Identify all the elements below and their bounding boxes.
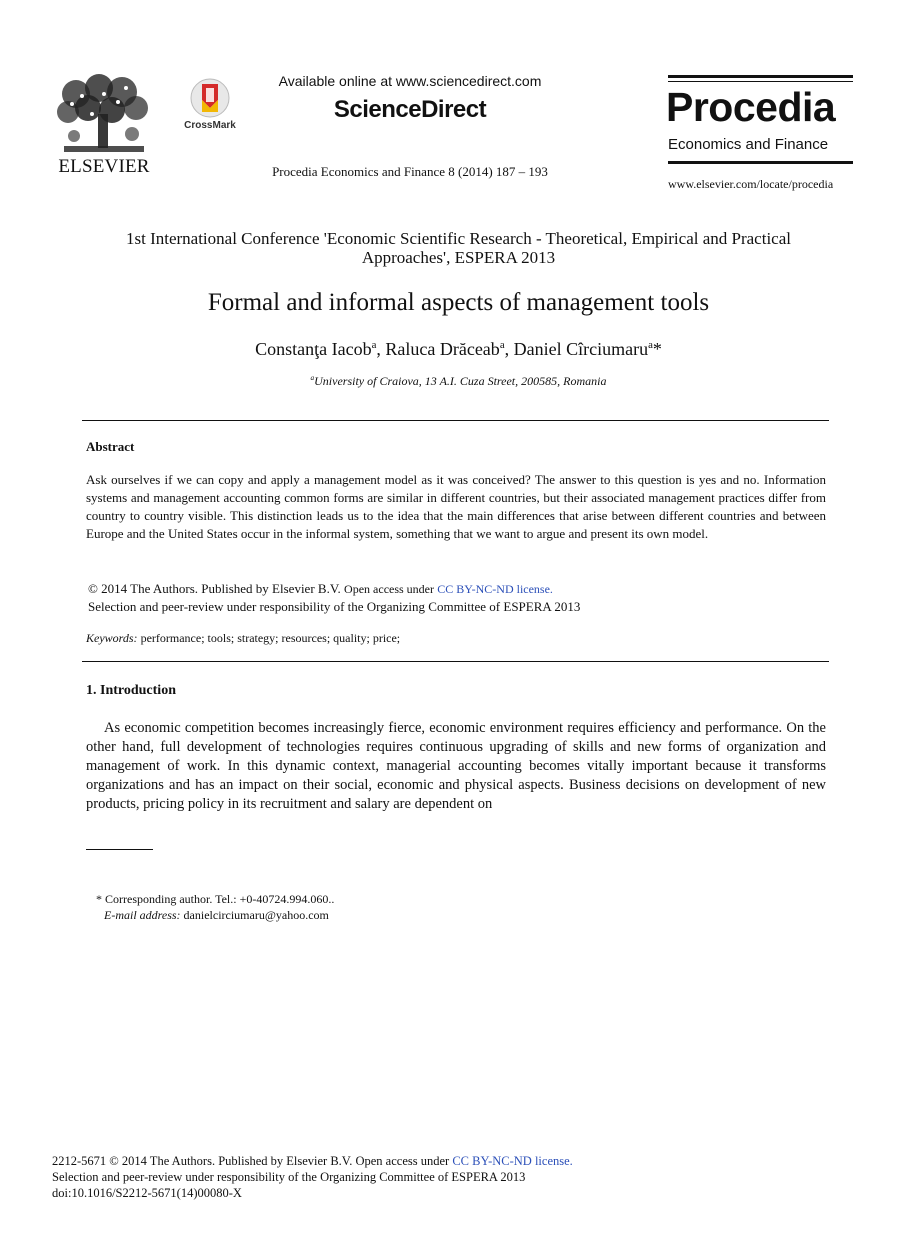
available-online-text: Available online at www.sciencedirect.com [278,73,542,89]
author-list [80,339,837,360]
footer-peer-review: Selection and peer-review under responsibility of the Organizing Committee of ESPERA 2013 [52,1170,526,1184]
conference-name [80,229,837,267]
introduction-paragraph: As economic competition becomes increasingly fierce, economic environment requires efficiency and performance. On the other hand, full development of technologies requires continuous upgrading of skills and new forms of organization and management of work. In this dynamic context, managerial accounting becomes vitally important because it transforms organizations and has an impact on their social, economic and physical aspects. Business decisions on development of new products, pricing policy in its recruitment and salary are dependent on [86,720,826,812]
conference-line-2: Approaches', ESPERA 2013 [361,248,556,267]
author-name: Daniel Cîrciumaru [513,339,649,359]
keywords-label: Keywords: [86,631,138,645]
affiliation-text: University of Craiova, 13 A.I. Cuza Street, 200585, Romania [314,374,607,388]
abstract-rule-top [82,420,829,421]
sciencedirect-wordmark: ScienceDirect [333,96,487,123]
elsevier-wordmark: ELSEVIER [58,156,150,177]
keywords [86,631,826,646]
author-name: Constanţa Iacob [255,339,372,359]
page-footer [52,1153,752,1201]
doi-text[interactable]: doi:10.1016/S2212-5671(14)00080-X [52,1186,242,1200]
procedia-wordmark: Procedia [666,84,836,130]
brand-rule-bottom [668,161,853,164]
article-title: Formal and informal aspects of management tools [207,289,710,316]
open-access-text: Open access under [344,582,435,596]
corresponding-author-note: * Corresponding author. Tel.: +0-40724.994.060.. [96,892,335,906]
affiliation [80,374,837,389]
journal-reference: Procedia Economics and Finance 8 (2014) 187 – 193 [272,164,548,179]
author-affiliation-mark: a [499,339,505,351]
footnote [96,891,696,923]
abstract-heading: Abstract [86,439,135,454]
section-heading-introduction: 1. Introduction [86,683,176,698]
author-separator: , [376,339,386,359]
crossmark-label: CrossMark [184,120,236,131]
footer-license-link[interactable]: CC BY-NC-ND license. [452,1154,573,1168]
copyright-notice [88,580,828,615]
crossmark-icon[interactable] [184,78,236,125]
copyright-text: © 2014 The Authors. Published by Elsevier B.V. [88,581,341,596]
email-address[interactable]: danielcirciumaru@yahoo.com [183,908,329,922]
abstract-text: Ask ourselves if we can copy and apply a management model as it was conceived? The answer to this question is yes and no. Information systems and management accounting common forms are similar in different countries, but their associated management practices differ from country to country visible. This distinction leads us to the idea that the main differences that arise between different countries and between Europe and the United States occur in the informal system, something that we want to argue and present its own model. [86,472,826,541]
author-affiliation-mark: a [648,339,653,351]
footnote-rule [86,849,153,850]
peer-review-text: Selection and peer-review under responsibility of the Organizing Committee of ESPERA 2013 [88,599,581,614]
author-name: Raluca Drăceab [385,339,500,359]
brand-rule-top-thin [668,81,853,82]
abstract-rule-bottom [82,661,829,662]
brand-rule-top [668,75,853,78]
procedia-subtitle: Economics and Finance [668,136,829,153]
issn-copyright: 2212-5671 © 2014 The Authors. Published by Elsevier B.V. Open access under [52,1154,450,1168]
license-link[interactable]: CC BY-NC-ND license. [437,582,553,596]
conference-line-1: 1st International Conference 'Economic Scientific Research - Theoretical, Empirical and Practical [125,229,791,248]
author-separator: , [504,339,514,359]
journal-url-link[interactable]: www.elsevier.com/locate/procedia [668,177,834,191]
email-label: E-mail address: [104,908,181,922]
keywords-list: performance; tools; strategy; resources; quality; price; [140,631,401,645]
corresponding-author-mark: * [652,339,662,359]
author-affiliation-mark: a [371,339,377,351]
affiliation-mark: a [310,374,315,382]
